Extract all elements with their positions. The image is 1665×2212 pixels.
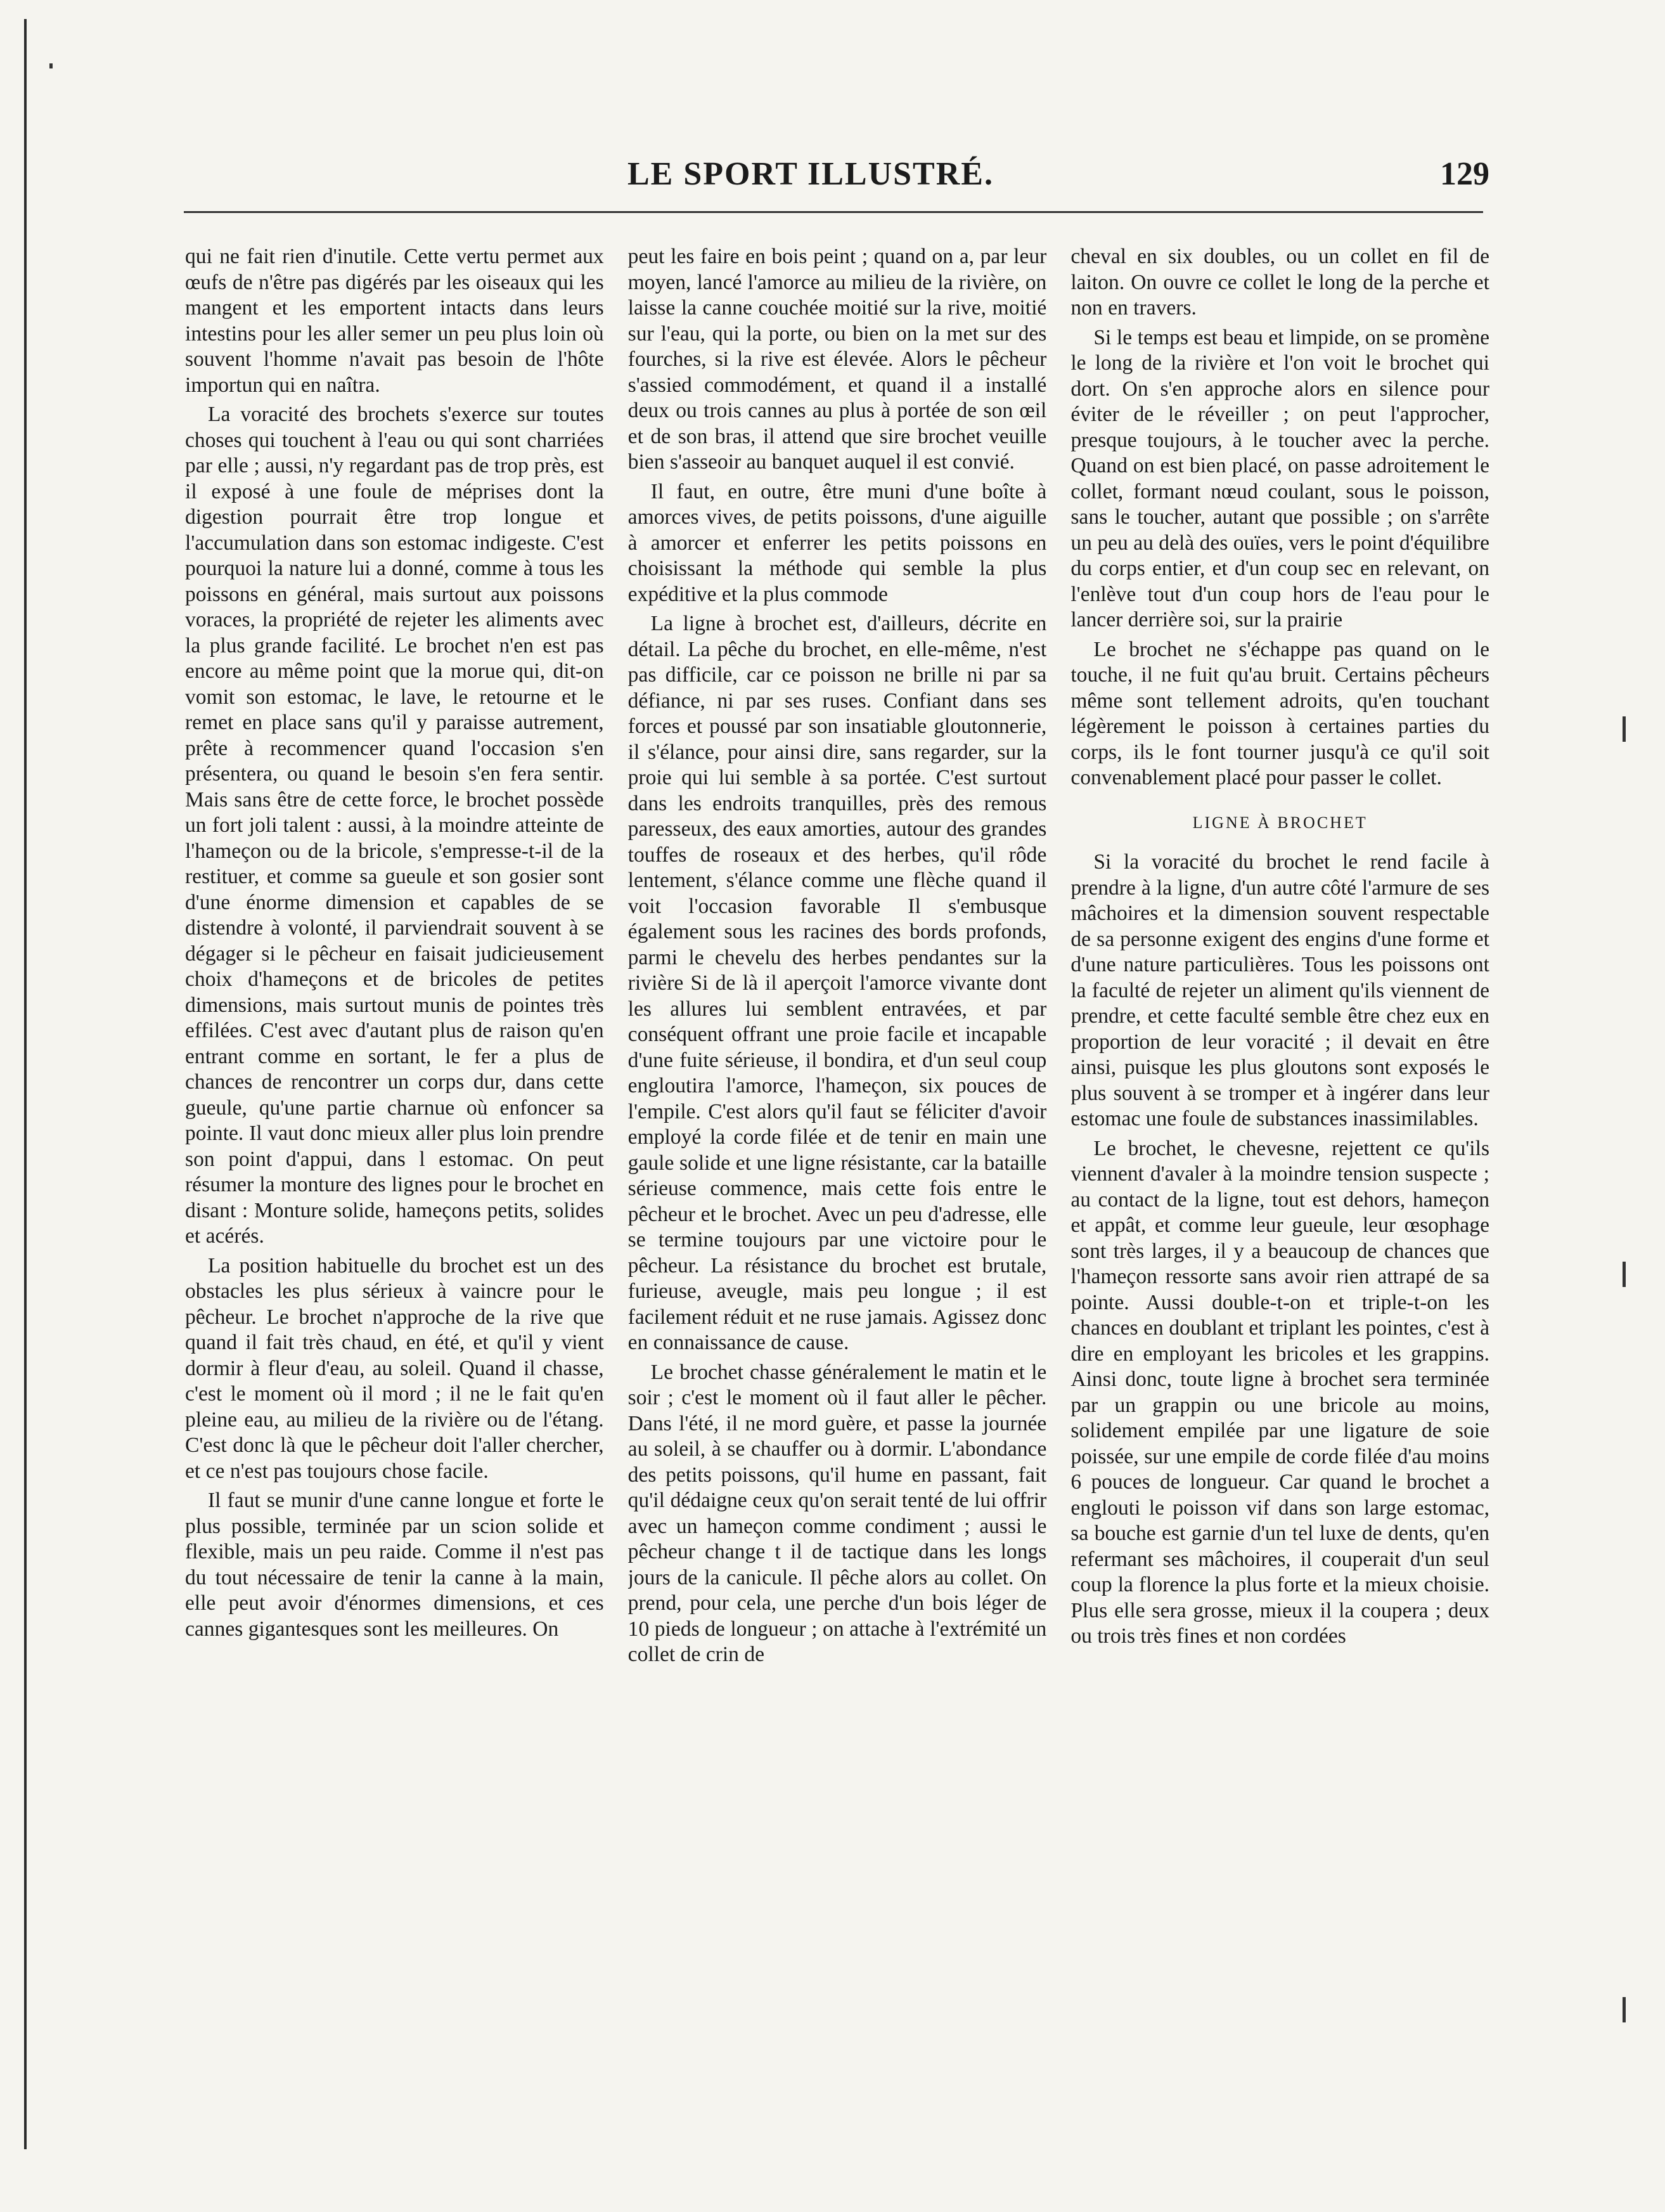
paragraph: La voracité des brochets s'exerce sur toutes choses qui touchent à l'eau ou qui sont charriées par elle ; aussi, n'y regardant pas de trop près, est il exposé à une foule de méprises dont la digestion pourrait être trop longue et l'accumulation dans son estomac indigeste. C'est pourquoi la nature lui a donné, comme à tous les poissons en général, mais surtout aux poissons voraces, la propriété de rejeter les aliments avec la plus grande facilité. Le brochet n'en est pas encore au même point que la morue qui, dit-on vomit son estomac, le lave, le retourne et le remet en place sans qu'il y paraisse autrement, prête à recommencer quand l'occasion s'en présentera, ou quand le besoin s'en fera sentir. Mais sans être de cette force, le brochet possède un fort joli talent : aussi, à la moindre atteinte de l'hameçon ou de la bricole, s'empresse-t-il de la restituer, et comme sa gueule et son gosier sont d'une énorme dimension et capables de se distendre à volonté, il parviendrait souvent à se dégager si le pêcheur en faisait judicieusement choix d'hameçons et de bricoles de petites dimensions, mais surtout munis de pointes très effilées. C'est avec d'autant plus de raison qu'en entrant comme en sortant, le fer a plus de chances de rencontrer un corps dur, dans cette gueule, qu'une partie charnue où enfoncer sa pointe. Il vaut donc mieux aller plus loin prendre son point d'appui, dans l estomac. On peut résumer la monture des lignes pour le brochet en disant : Monture solide, hameçons petits, solides et acérés. [185, 403, 604, 1248]
column-3 [1070, 244, 1489, 2133]
paragraph: Le brochet chasse généralement le matin et le soir ; c'est le moment où il faut aller le pêcher. Dans l'été, il ne mord guère, et passe la journée au soleil, à se chauffer ou à dormir. L'abondance des petits poissons, qu'il hume en passant, fait qu'il dédaigne ceux qu'on serait tenté de lui offrir avec un hameçon comme condiment ; aussi le pêcheur change t il de tactique dans les longs jours de la canicule. Il pêche alors au collet. On prend, pour cela, une perche d'un bois léger de 10 pieds de longueur ; on attache à l'extrémité un collet de crin de [627, 1360, 1047, 1666]
paragraph: peut les faire en bois peint ; quand on a, par leur moyen, lancé l'amorce au milieu de la rivière, on laisse la canne couchée moitié sur la rive, moitié sur l'eau, qui la porte, ou bien on la met sur des fourches, si la rive est élevée. Alors le pêcheur s'assied commodément, et quand il a installé deux ou trois cannes au plus à portée de son œil et de son bras, il attend que sire brochet veuille bien s'asseoir au banquet auquel il est convié. [627, 245, 1047, 474]
publication-title: LE SPORT ILLUSTRÉ. [627, 156, 994, 192]
paragraph: Il faut, en outre, être muni d'une boîte à amorces vives, de petits poissons, d'une aiguille à amorcer et enferrer les petits poissons en choisissant la méthode qui semble la plus expéditive et la plus commode [627, 479, 1047, 606]
paragraph: Il faut se munir d'une canne longue et forte le plus possible, terminée par un scion solide et flexible, mais un peu raide. Comme il n'est pas du tout nécessaire de tenir la canne à la main, elle peut avoir d'énormes dimensions, et ces cannes gigantesques sont les meilleures. On [185, 1489, 604, 1641]
page-binding-rule [24, 19, 27, 2149]
paragraph: cheval en six doubles, ou un collet en fil de laiton. On ouvre ce collet le long de la perche et non en travers. [1070, 245, 1490, 320]
paragraph: Le brochet ne s'échappe pas quand on le touche, il ne fuit qu'au bruit. Certains pêcheurs même sont tellement adroits, qu'en touchant légèrement le poisson à certaines parties du corps, ils le font tourner jusqu'à ce qu'il soit convenablement placé pour passer le collet. [1070, 637, 1490, 789]
paragraph: qui ne fait rien d'inutile. Cette vertu permet aux œufs de n'être pas digérés par les oiseaux qui les mangent et les emportent intacts dans leurs intestins pour les aller semer un peu plus loin où souvent l'homme n'avait pas besoin de l'hôte importun qui en naîtra. [185, 245, 604, 397]
header-rule [184, 211, 1483, 213]
margin-mark [1623, 716, 1626, 742]
section-heading: LIGNE À BROCHET [1192, 813, 1368, 832]
page-number: 129 [1440, 156, 1489, 192]
article-body [185, 244, 1489, 2133]
margin-mark [1623, 1997, 1626, 2022]
column-1 [185, 244, 604, 2133]
paragraph: La ligne à brochet est, d'ailleurs, décrite en détail. La pêche du brochet, en elle-même, n'est pas difficile, car ce poisson ne brille ni par sa défiance, ni par ses ruses. Confiant dans ses forces et poussé par son insatiable gloutonnerie, il s'élance, pour ainsi dire, sans regarder, sur la proie qui lui semble à sa portée. C'est surtout dans les endroits tranquilles, près des remous paresseux, des eaux amorties, autour des grandes touffes de roseaux et des herbes, qu'il rôde lentement, s'élance comme une flèche quand il voit l'occasion favorable Il s'embusque également sous les racines des bords profonds, parmi le chevelu des herbes pendantes sur la rivière Si de là il aperçoit l'amorce vivante dont les allures lui semblent entravées, et par conséquent offrant une proie facile et incapable d'une fuite sérieuse, il bondira, et d'un seul coup engloutira l'amorce, l'hameçon, six pouces de l'empile. C'est alors qu'il faut se féliciter d'avoir employé la corde filée et de tenir en main une gaule solide et une ligne résistante, car la bataille sérieuse commence, mais cette fois entre le pêcheur et le brochet. Avec un peu d'adresse, elle se termine toujours par une victoire pour le pêcheur. La résistance du brochet est brutale, furieuse, aveugle, mais peu longue ; il est facilement réduit et ne ruse jamais. Agissez donc en connaissance de cause. [627, 612, 1047, 1354]
margin-mark [49, 63, 53, 68]
paragraph: Le brochet, le chevesne, rejettent ce qu'ils viennent d'avaler à la moindre tension suspecte ; au contact de la ligne, tout est dehors, hameçon et appât, et comme leur gueule, leur œsophage sont très larges, il y a beaucoup de chances que l'hameçon ressorte sans avoir rien attrapé de sa pointe. Aussi double-t-on et triple-t-on les chances en doublant et triplant les pointes, c'est à dire en employant les bricoles et les grappins. Ainsi donc, toute ligne à brochet sera terminée par un grappin ou une bricole au moins, solidement empilée par une ligature de soie poissée, sur une empile de corde filée d'au moins 6 pouces de longueur. Car quand le brochet a englouti le poisson vif dans son large estomac, sa bouche est garnie d'un tel luxe de dents, qu'en refermant ses mâchoires, il couperait d'un seul coup la florence la plus forte et la mieux choisie. Plus elle sera grosse, mieux il la coupera ; deux ou trois très fines et non cordées [1070, 1136, 1490, 1648]
page-header [177, 155, 1489, 212]
paragraph: La position habituelle du brochet est un des obstacles les plus sérieux à vaincre pour le pêcheur. Le brochet n'approche de la rive que quand il fait très chaud, en été, et qu'il y vient dormir à fleur d'eau, au soleil. Quand il chasse, c'est le moment où il mord ; il ne le fait qu'en pleine eau, au milieu de la rivière ou de l'étang. C'est donc là que le pêcheur doit l'aller chercher, et ce n'est pas toujours chose facile. [185, 1253, 604, 1483]
paragraph: Si la voracité du brochet le rend facile à prendre à la ligne, d'un autre côté l'armure de ses mâchoires et la dimension souvent respectable de sa personne exigent des engins d'une forme et d'une nature particulières. Tous les poissons ont la faculté de rejeter un aliment qu'ils viennent de prendre, et cette faculté semble être chez eux en proportion de leur voracité ; il devait en être ainsi, puisque les plus gloutons sont exposés le plus souvent à se tromper et à ingérer dans leur estomac une foule de substances inassimilables. [1070, 850, 1490, 1130]
paragraph: Si le temps est beau et limpide, on se promène le long de la rivière et l'on voit le brochet qui dort. On s'en approche alors en silence pour éviter de le réveiller ; on peut l'approcher, presque toujours, à le toucher avec la perche. Quand on est bien placé, on passe adroitement le collet, formant nœud coulant, sous le poisson, sans le toucher, autant que possible ; on s'arrête un peu au delà des ouïes, vers le point d'équilibre du corps entier, et d'un coup sec en relevant, on l'enlève tout d'un coup hors de l'eau pour le lancer derrière soi, sur la prairie [1070, 325, 1490, 631]
margin-mark [1623, 1262, 1626, 1287]
column-2 [628, 244, 1047, 2133]
